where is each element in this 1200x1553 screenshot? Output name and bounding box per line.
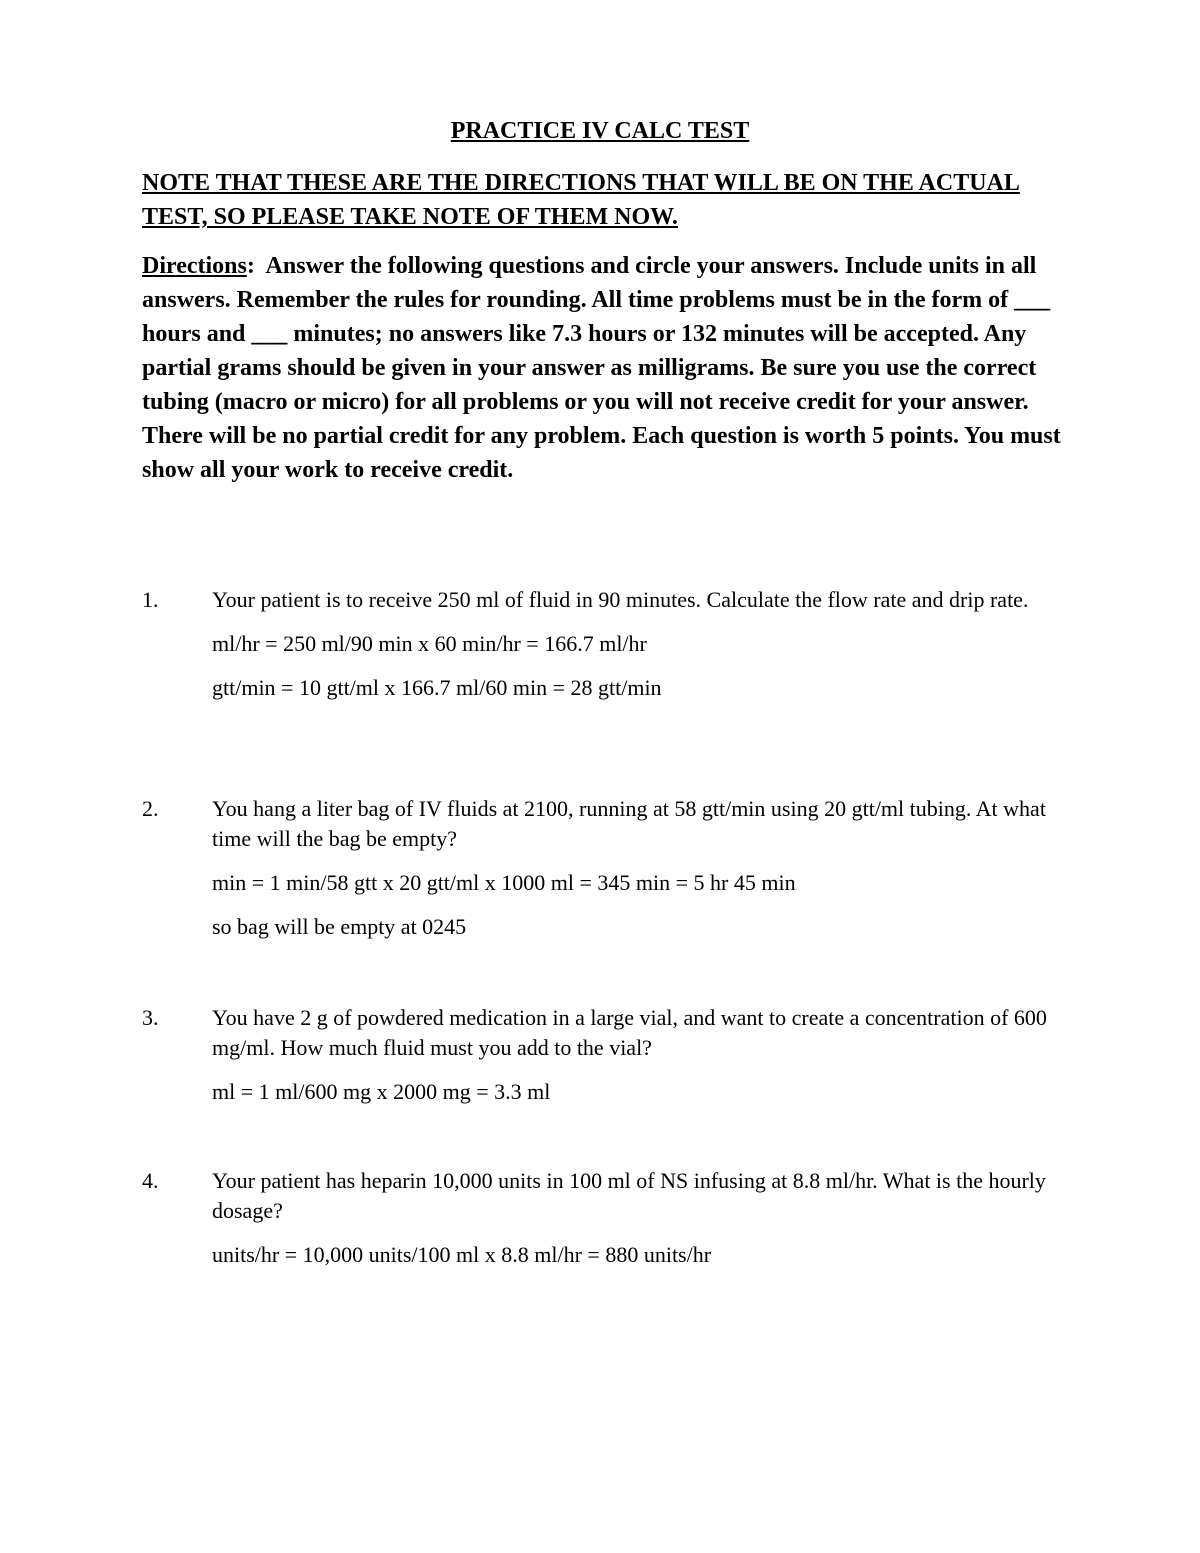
question-text: Your patient has heparin 10,000 units in 100 ml of NS infusing at 8.8 ml/hr. What is the hourly dosage? [212, 1168, 1046, 1223]
answer-line: ml = 1 ml/600 mg x 2000 mg = 3.3 ml [212, 1079, 551, 1104]
question-text: You hang a liter bag of IV fluids at 2100, running at 58 gtt/min using 20 gtt/ml tubing. At what time will the bag be empty? [212, 796, 1046, 851]
question-text: Your patient is to receive 250 ml of fluid in 90 minutes. Calculate the flow rate and drip rate. [212, 587, 1029, 612]
question-number: 3. [142, 1005, 159, 1030]
directions-paragraph: Directions: Answer the following questions and circle your answers. Include units in all answers. Remember the rules for rounding. All time problems must be in the form of ___ hours and ___ minutes; no answers like 7.3 hours or 132 minutes will be accepted. Any partial grams should be given in your answer as milligrams. Be sure you use the correct tubing (macro or micro) for all problems or you will not receive credit for your answer. There will be no partial credit for any problem. Each question is worth 5 points. You must show all your work to receive credit. [142, 253, 1061, 483]
question-2 [142, 794, 1072, 942]
answer-line: min = 1 min/58 gtt x 20 gtt/ml x 1000 ml = 345 min = 5 hr 45 min [212, 870, 796, 895]
answer-line: gtt/min = 10 gtt/ml x 166.7 ml/60 min = 28 gtt/min [212, 675, 662, 700]
answer-line: so bag will be empty at 0245 [212, 914, 467, 939]
directions-text: Answer the following questions and circle your answers. Include units in all answers. Remember the rules for rounding. All time problems must be in the form of ___ hours and ___ minutes; no answers like 7.3 hours or 132 minutes will be accepted. Any partial grams should be given in your answer as milligrams. Be sure you use the correct tubing (macro or micro) for all problems or you will not receive credit for your answer. There will be no partial credit for any problem. Each question is worth 5 points. You must show all your work to receive credit. [142, 253, 1061, 483]
question-3 [142, 1003, 1072, 1107]
question-number: 4. [142, 1168, 159, 1193]
question-4 [142, 1166, 1072, 1270]
page-title: PRACTICE IV CALC TEST [450, 118, 750, 144]
question-1 [142, 585, 1072, 703]
question-text: You have 2 g of powdered medication in a large vial, and want to create a concentration of 600 mg/ml. How much fluid must you add to the vial? [212, 1005, 1047, 1060]
question-number: 1. [142, 587, 159, 612]
directions-note: NOTE THAT THESE ARE THE DIRECTIONS THAT WILL BE ON THE ACTUAL TEST, SO PLEASE TAKE NOTE OF THEM NOW. [142, 170, 1020, 230]
answer-line: ml/hr = 250 ml/90 min x 60 min/hr = 166.7 ml/hr [212, 631, 647, 656]
question-number: 2. [142, 796, 159, 821]
directions-label: Directions [142, 253, 247, 279]
answer-line: units/hr = 10,000 units/100 ml x 8.8 ml/hr = 880 units/hr [212, 1242, 712, 1267]
